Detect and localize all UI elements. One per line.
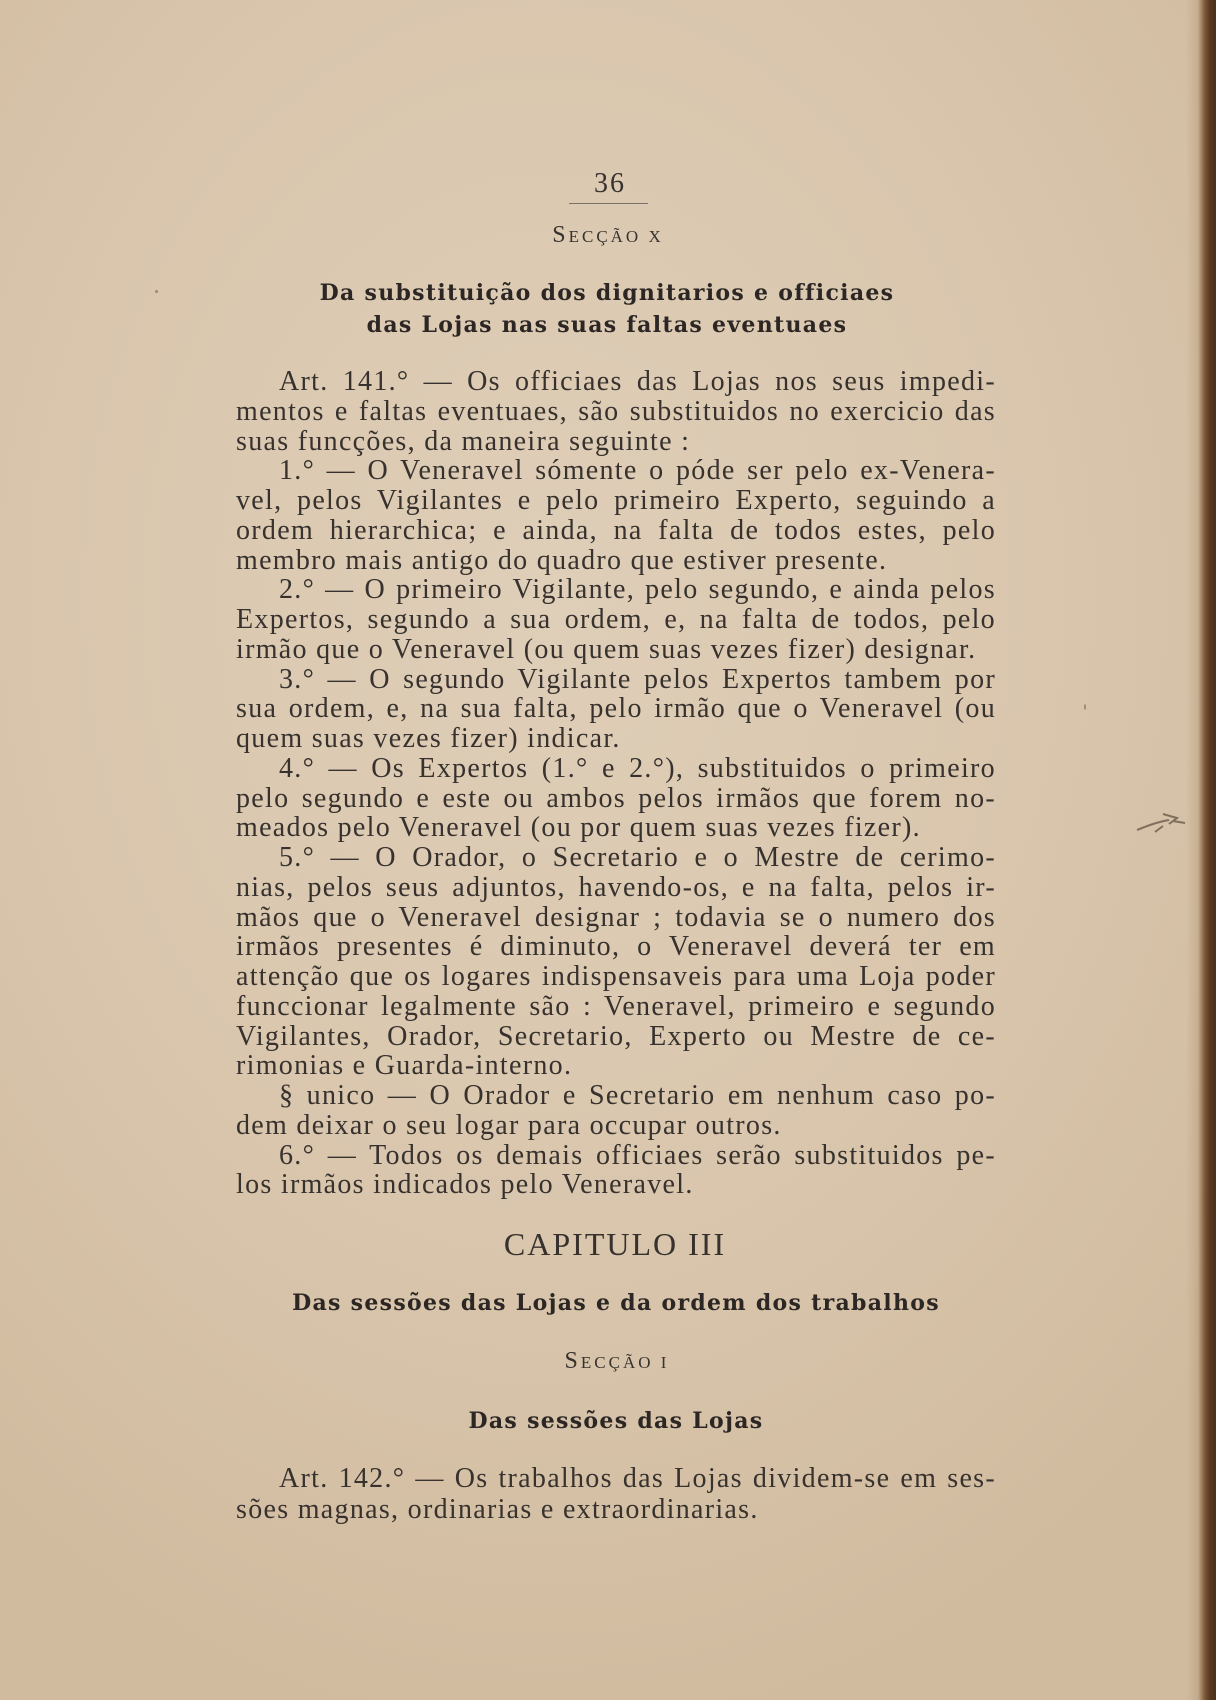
page-number-rule <box>569 203 648 204</box>
paragraph-art-142 <box>236 1463 996 1525</box>
body-line: mãos que o Veneravel designar ; todavia se o numero dos <box>236 901 996 933</box>
body-line: Art. 142.° — Os trabalhos das Lojas dividem-se em ses- <box>279 1463 996 1494</box>
section-label: SECÇÃO I <box>564 1348 670 1374</box>
paragraph-unico <box>236 1081 996 1141</box>
body-line: ordem hierarchica; e ainda, na falta de todos estes, pelo <box>236 514 996 546</box>
body-line: Expertos, segundo a sua ordem, e, na falta de todos, pelo <box>236 604 996 635</box>
section-label: SECÇÃO X <box>552 222 664 248</box>
section-title: Das sessões das Lojas <box>468 1408 764 1434</box>
body-line: 1.° — O Veneravel sómente o póde ser pelo ex-Venera- <box>279 455 996 487</box>
section-x-body <box>236 367 996 1200</box>
paragraph-art-141 <box>236 367 996 456</box>
body-line: Art. 141.° — Os officiaes das Lojas nos seus impedi- <box>279 366 996 397</box>
body-line: irmãos presentes é diminuto, o Veneravel deverá ter em <box>236 931 996 963</box>
chapter-title: Das sessões das Lojas e da ordem dos trabalhos <box>292 1290 940 1316</box>
body-line: 4.° — Os Expertos (1.° e 2.°), substituidos o primeiro <box>279 752 996 784</box>
section-title-line: das Lojas nas suas faltas eventuaes <box>366 312 848 338</box>
body-line: § unico — O Orador e Secretario em nenhum caso po- <box>279 1080 996 1111</box>
body-line: 5.° — O Orador, o Secretario e o Mestre de cerimo- <box>279 842 996 873</box>
body-line: quem suas vezes fizer) indicar. <box>236 723 621 754</box>
body-line: rimonias e Guarda-interno. <box>236 1050 573 1082</box>
paragraph-item-2 <box>236 575 996 664</box>
chapter-label: CAPITULO III <box>503 1226 727 1262</box>
paper-speck <box>1084 704 1086 710</box>
body-line: irmão que o Veneravel (ou quem suas vezes fizer) designar. <box>236 633 977 665</box>
paragraph-item-3 <box>236 665 996 754</box>
body-line: vel, pelos Vigilantes e pelo primeiro Experto, seguindo a <box>236 485 996 516</box>
body-line: membro mais antigo do quadro que estiver presente. <box>236 544 888 576</box>
ink-smudge <box>1133 808 1189 838</box>
body-line: mentos e faltas eventuaes, são substituidos no exercicio das <box>236 395 996 427</box>
body-line: meados pelo Veneravel (ou por quem suas vezes fizer). <box>236 812 921 844</box>
body-line: 3.° — O segundo Vigilante pelos Expertos tambem por <box>279 663 996 695</box>
paragraph-item-1 <box>236 456 996 575</box>
body-line: sões magnas, ordinarias e extraordinarias. <box>236 1494 759 1525</box>
body-line: suas funcções, da maneira seguinte : <box>236 425 691 457</box>
paragraph-item-4 <box>236 754 996 843</box>
body-line: sua ordem, e, na sua falta, pelo irmão que o Veneravel (ou <box>236 693 996 725</box>
body-line: attenção que os logares indispensaveis para uma Loja poder <box>236 961 996 992</box>
body-line: los irmãos indicados pelo Veneravel. <box>236 1169 694 1201</box>
paragraph-item-5 <box>236 843 996 1081</box>
body-line: funccionar legalmente são : Veneravel, primeiro e segundo <box>236 990 996 1022</box>
section-title-line: Da substituição dos dignitarios e officiaes <box>319 280 895 306</box>
body-line: nias, pelos seus adjuntos, havendo-os, e na falta, pelos ir- <box>236 871 996 903</box>
page-number: 36 <box>594 168 626 199</box>
body-line: pelo segundo e este ou ambos pelos irmãos que forem no- <box>236 782 996 814</box>
body-line: dem deixar o seu logar para occupar outros. <box>236 1109 782 1141</box>
page-edge-shadow <box>1186 0 1216 1700</box>
body-line: 6.° — Todos os demais officiaes serão substituidos pe- <box>279 1139 996 1171</box>
body-line: 2.° — O primeiro Vigilante, pelo segundo, e ainda pelos <box>279 574 996 606</box>
paragraph-item-6 <box>236 1141 996 1201</box>
body-line: Vigilantes, Orador, Secretario, Experto ou Mestre de ce- <box>236 1020 996 1052</box>
section-i-body <box>236 1463 996 1525</box>
paper-speck <box>155 290 158 293</box>
